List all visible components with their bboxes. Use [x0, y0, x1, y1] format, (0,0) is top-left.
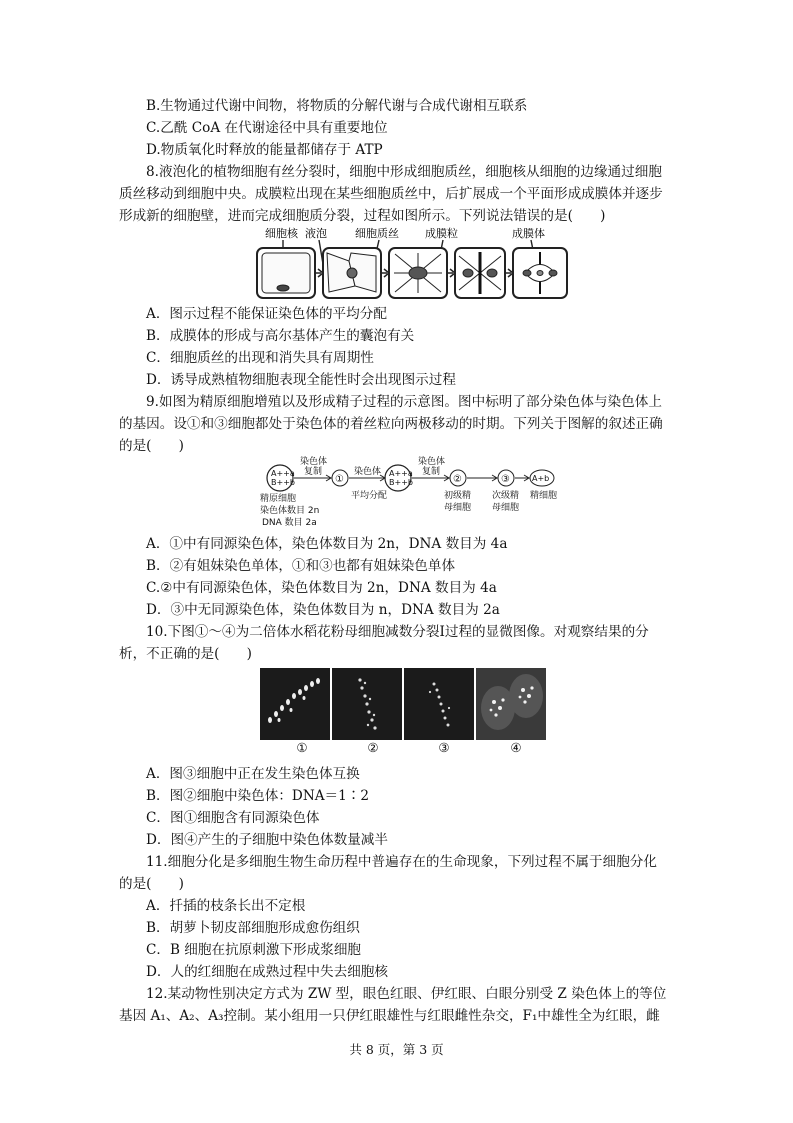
q10-option-d: D．图④产生的子细胞中染色体数量减半: [146, 832, 388, 848]
fig8-label-vacuole: 液泡: [305, 227, 327, 240]
fig9-step2-a: 染色体: [354, 467, 382, 477]
fig8-cell-2: [323, 248, 381, 298]
micrograph-label-3: ③: [438, 740, 450, 755]
q9-stem-line3: 的是( ): [119, 438, 184, 454]
q11-option-d: D．人的红细胞在成熟过程中失去细胞核: [146, 964, 388, 980]
micrograph-3: [404, 668, 474, 740]
fig9-sub3-a: 次级精: [492, 491, 520, 501]
fig9-sub2-b: 母细胞: [444, 503, 472, 513]
q8-stem-line2: 质丝移动到细胞中央。成膜粒出现在某些细胞质丝中，后扩展成一个平面形成成膜体并逐步: [119, 186, 663, 202]
q8-figure: [255, 226, 571, 300]
fig9-circle2: ②: [453, 474, 462, 485]
q10-stem-line2: 析，不正确的是( ): [119, 646, 252, 662]
q8-option-c: C．细胞质丝的出现和消失具有周期性: [146, 350, 374, 366]
fig9-sub1-b: 染色体数目 2n: [260, 506, 320, 516]
q9-stem-line1: 9.如图为精原细胞增殖以及形成精子过程的示意图。图中标明了部分染色体与染色体上: [146, 394, 662, 410]
fig8-cell-4: [455, 248, 505, 298]
fig9-sub2-a: 初级精: [444, 491, 472, 501]
q11-option-c: C．B 细胞在抗原刺激下形成浆细胞: [146, 942, 362, 958]
svg-text:复制: 复制: [422, 467, 441, 477]
micrograph-label-4: ④: [510, 740, 522, 755]
q10-option-c: C．图①细胞含有同源染色体: [146, 810, 320, 826]
q8-stem-line3: 形成新的细胞壁，进而完成细胞质分裂，过程如图所示。下列说法错误的是( ): [119, 208, 606, 224]
fig9-circle3: ③: [501, 474, 510, 485]
q11-option-a: A．扦插的枝条长出不定根: [146, 898, 306, 914]
fig9-step1-a: 染色体: [300, 457, 328, 467]
micrograph-1: [260, 668, 330, 740]
fig8-label-phragmoplast: 成膜体: [512, 227, 545, 240]
fig8-label-nucleus: 细胞核: [265, 227, 298, 240]
q10-stem-line1: 10.下图①～④为二倍体水稻花粉母细胞减数分裂Ⅰ过程的显微图像。对观察结果的分: [146, 624, 649, 640]
fig8-cell-1: [257, 248, 315, 298]
q9-figure: [258, 456, 568, 532]
page-footer: 共 8 页，第 3 页: [349, 1042, 444, 1057]
fig9-step1-b: 复制: [304, 467, 323, 477]
q12-stem-line1: 12.某动物性别决定方式为 ZW 型，眼色红眼、伊红眼、白眼分别受 Z 染色体上的等位: [146, 986, 667, 1002]
q7-option-b: B.生物通过代谢中间物，将物质的分解代谢与合成代谢相互联系: [146, 98, 528, 114]
q11-stem-line2: 的是( ): [119, 876, 184, 892]
svg-text:B++b: B++b: [389, 478, 413, 487]
q9-option-d: D．③中无同源染色体，染色体数目为 n，DNA 数目为 2a: [146, 602, 500, 618]
micrograph-label-2: ②: [367, 740, 379, 755]
q12-stem-line2: 基因 A₁、A₂、A₃控制。某小组用一只伊红眼雄性与红眼雌性杂交，F₁中雄性全为红眼，雌: [119, 1008, 660, 1024]
micrograph-4: [476, 668, 546, 740]
q9-option-b: B．②有姐妹染色单体，①和③也都有姐妹染色单体: [146, 558, 456, 574]
q8-option-a: A．图示过程不能保证染色体的平均分配: [146, 306, 387, 322]
q8-option-b: B．成膜体的形成与高尔基体产生的囊泡有关: [146, 328, 415, 344]
fig8-label-strands: 细胞质丝: [355, 227, 399, 240]
micrograph-label-1: ①: [296, 740, 308, 755]
q7-option-d: D.物质氧化时释放的能量都储存于 ATP: [146, 142, 383, 158]
fig9-step2-b: 平均分配: [351, 491, 388, 501]
q11-option-b: B．胡萝卜韧皮部细胞形成愈伤组织: [146, 920, 360, 936]
svg-text:染色体: 染色体: [418, 457, 446, 467]
svg-text:A++a: A++a: [389, 469, 413, 478]
fig9-genes-2: B++b: [271, 478, 295, 487]
fig9-sub4: 精细胞: [530, 491, 558, 501]
fig9-circle1: ①: [335, 474, 344, 485]
q11-stem-line1: 11.细胞分化是多细胞生物生命历程中普遍存在的生命现象，下列过程不属于细胞分化: [146, 854, 657, 870]
fig8-cell-5: [513, 248, 567, 298]
q9-option-c: C.②中有同源染色体，染色体数目为 2n，DNA 数目为 4a: [146, 580, 497, 596]
q10-option-a: A．图③细胞中正在发生染色体互换: [146, 766, 360, 782]
q9-option-a: A．①中有同源染色体，染色体数目为 2n，DNA 数目为 4a: [146, 536, 508, 552]
q7-option-c: C.乙酰 CoA 在代谢途径中具有重要地位: [146, 120, 388, 136]
q10-option-b: B．图②细胞中染色体：DNA＝1∶2: [146, 788, 370, 804]
q9-stem-line2: 的基因。设①和③细胞都处于染色体的着丝粒向两极移动的时期。下列关于图解的叙述正确: [119, 416, 663, 432]
fig9-sub3-b: 母细胞: [492, 503, 520, 513]
q10-micrographs: [260, 668, 546, 740]
fig9-sub1-a: 精原细胞: [260, 494, 297, 504]
fig8-cell-3: [389, 248, 447, 298]
fig9-final: A+b: [532, 474, 550, 483]
fig8-label-granules: 成膜粒: [425, 227, 458, 240]
fig9-genes-1: A++a: [271, 469, 295, 478]
q8-option-d: D．诱导成熟植物细胞表现全能性时会出现图示过程: [146, 372, 456, 388]
micrograph-2: [332, 668, 402, 740]
fig9-sub1-c: DNA 数目 2a: [262, 518, 317, 528]
q8-stem-line1: 8.液泡化的植物细胞有丝分裂时，细胞中形成细胞质丝，细胞核从细胞的边缘通过细胞: [146, 164, 662, 180]
